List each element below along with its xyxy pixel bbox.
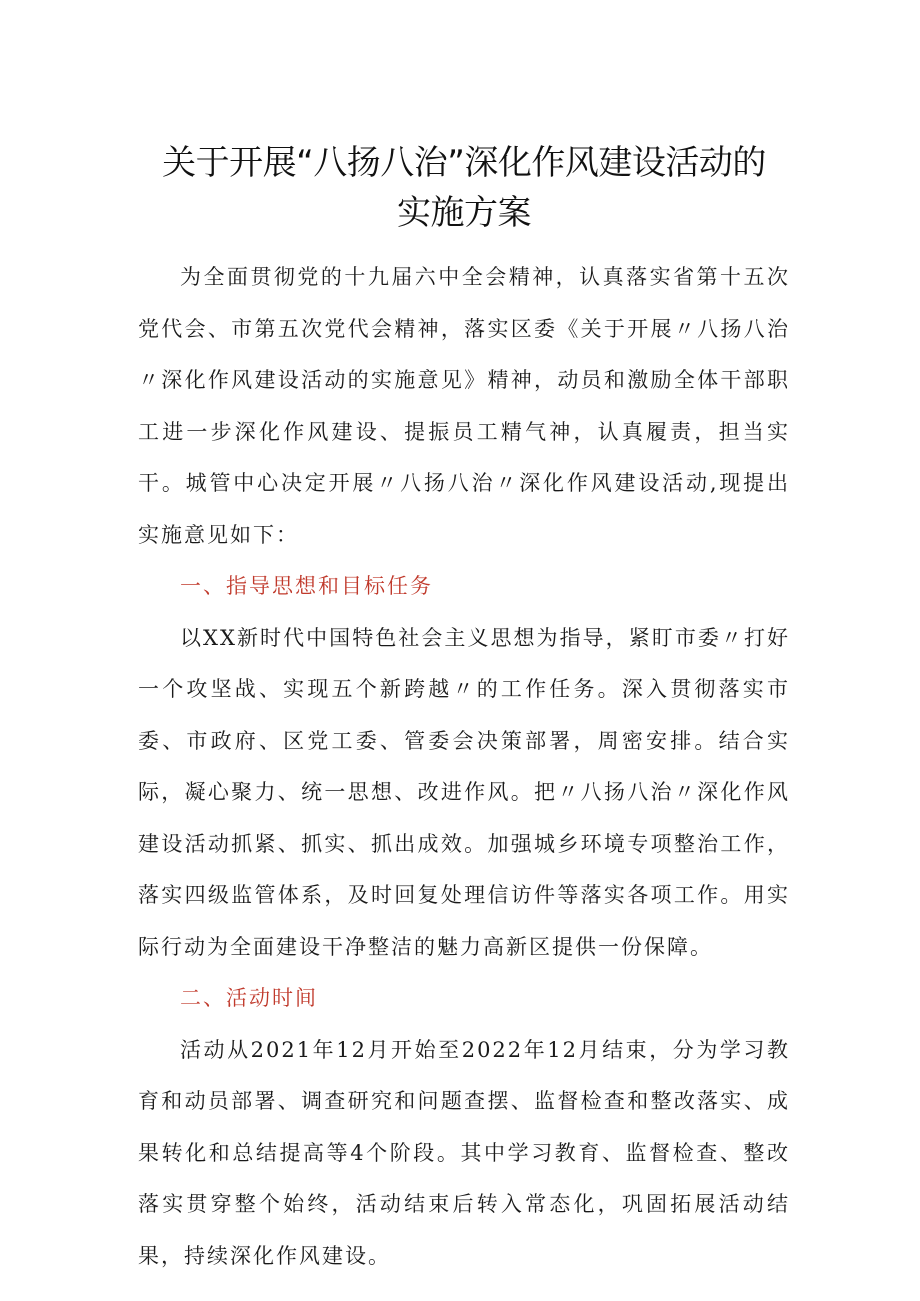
document-title <box>138 138 790 238</box>
document-body <box>138 252 790 1282</box>
document-title-line-1: 关于开展“八扬八治”深化作风建设活动的 <box>162 143 766 183</box>
section-heading-guiding-ideology: 一、指导思想和目标任务 <box>180 574 433 598</box>
document-title-line-2: 实施方案 <box>397 193 531 233</box>
intro-paragraph: 为全面贯彻党的十九届六中全会精神，认真落实省第十五次党代会、市第五次党代会精神，落实区委《关于开展〃八扬八治〃深化作风建设活动的实施意见》精神，动员和激励全体干部职工进一步深化作风建设、提振员工精气神，认真履责，担当实干。城管中心决定开展〃八扬八治〃深化作风建设活动,现提出实施意见如下： <box>138 265 790 547</box>
section-paragraph-guiding-ideology: 以XX新时代中国特色社会主义思想为指导，紧盯市委〃打好一个攻坚战、实现五个新跨越〃的工作任务。深入贯彻落实市委、市政府、区党工委、管委会决策部署，周密安排。结合实际，凝心聚力、统一思想、改进作风。把〃八扬八治〃深化作风建设活动抓紧、抓实、抓出成效。加强城乡环境专项整治工作，落实四级监管体系，及时回复处理信访件等落实各项工作。用实际行动为全面建设干净整洁的魅力高新区提供一份保障。 <box>138 625 790 959</box>
section-heading-activity-time: 二、活动时间 <box>180 986 318 1010</box>
section-paragraph-activity-time: 活动从2021年12月开始至2022年12月结束，分为学习教育和动员部署、调查研究和问题查摆、监督检查和整改落实、成果转化和总结提高等4个阶段。其中学习教育、监督检查、整改落实贯穿整个始终，活动结束后转入常态化，巩固拓展活动结果，持续深化作风建设。 <box>138 1037 790 1268</box>
